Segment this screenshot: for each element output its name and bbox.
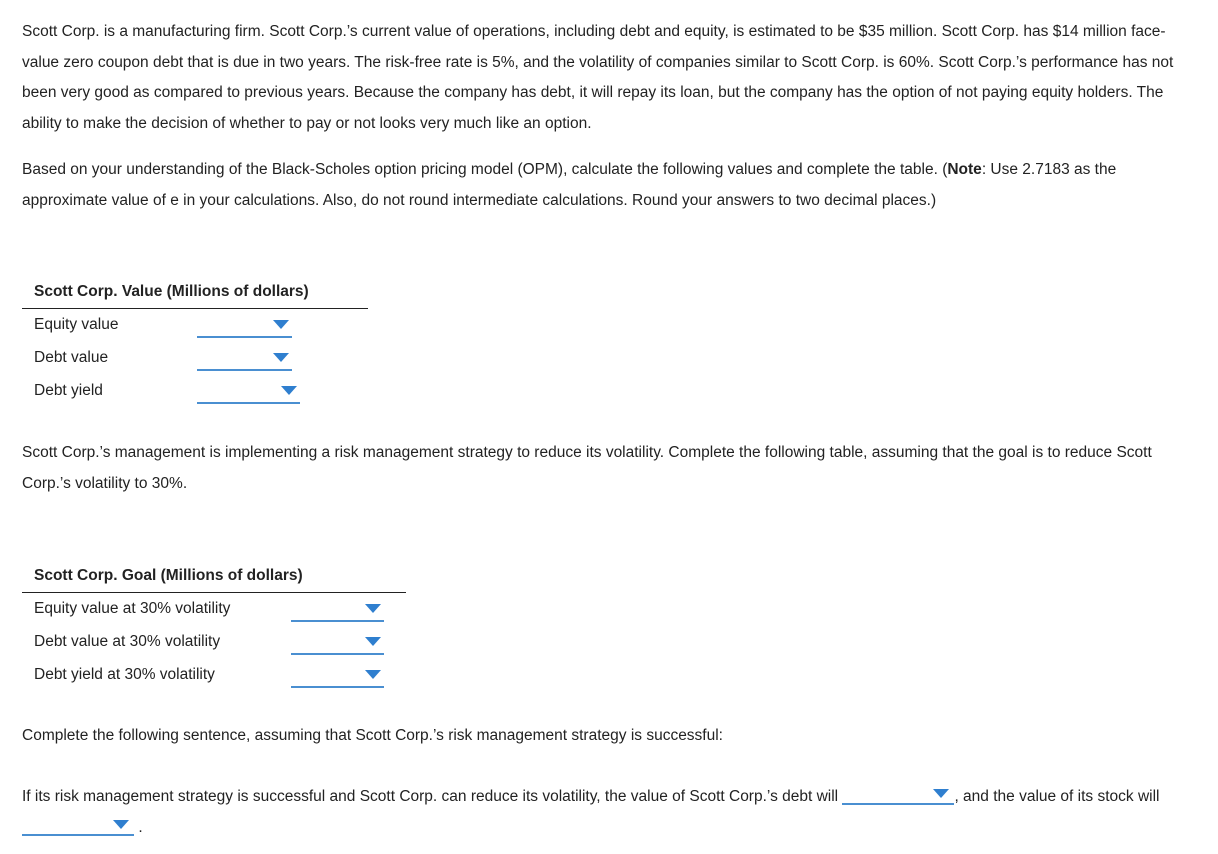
dropdown-arrow-icon: [113, 820, 129, 829]
dropdown-arrow-icon: [365, 637, 381, 646]
equity-value-label: Equity value: [34, 316, 119, 333]
stock-change-dropdown[interactable]: [22, 814, 134, 836]
debt-value-30-label: Debt value at 30% volatility: [34, 633, 221, 650]
debt-yield-30-dropdown[interactable]: [291, 664, 384, 688]
value-table: [22, 282, 368, 408]
equity-value-dropdown[interactable]: [197, 314, 292, 338]
instructions-text-1: Based on your understanding of the Black-Scholes option pricing model (OPM), calculate the following values and complete the table. (: [22, 161, 948, 178]
debt-yield-dropdown[interactable]: [197, 380, 300, 404]
debt-value-label: Debt value: [34, 349, 109, 366]
dropdown-arrow-icon: [365, 670, 381, 679]
table-row: [22, 342, 368, 375]
sentence-text-3: .: [138, 818, 143, 836]
table-row: [22, 659, 406, 692]
goal-table-title: Scott Corp. Goal (Millions of dollars): [22, 566, 406, 593]
dropdown-arrow-icon: [281, 386, 297, 395]
debt-value-30-dropdown[interactable]: [291, 631, 384, 655]
value-table-title: Scott Corp. Value (Millions of dollars): [22, 282, 368, 309]
note-label: Note: [947, 161, 982, 178]
table-row: [22, 626, 406, 659]
sentence-instructions: Complete the following sentence, assuming that Scott Corp.’s risk management strategy is successful:: [22, 727, 723, 744]
sentence-text-1: If its risk management strategy is successful and Scott Corp. can reduce its volatility, the value of Scott Corp.’s debt will: [22, 788, 839, 805]
sentence-text-2: , and the value of its stock will: [954, 788, 1160, 805]
debt-value-dropdown[interactable]: [197, 347, 292, 371]
equity-value-30-dropdown[interactable]: [291, 598, 384, 622]
equity-value-30-label: Equity value at 30% volatility: [34, 600, 231, 617]
risk-strategy-paragraph: Scott Corp.’s management is implementing a risk management strategy to reduce its volatility. Complete the following table, assuming that the goal is to reduce Scott Corp.’s volatility to 30%.: [22, 444, 1152, 492]
debt-change-dropdown[interactable]: [842, 783, 954, 805]
completion-sentence: [22, 782, 1202, 843]
table-row: [22, 593, 406, 626]
dropdown-arrow-icon: [933, 789, 949, 798]
instructions-text-2: : Use 2.7183 as the approximate value of e in your calculations. Also, do not round intermediate calculations. Round your answers to two decimal places.): [22, 161, 1117, 209]
instructions-paragraph: [22, 155, 1202, 216]
dropdown-arrow-icon: [273, 320, 289, 329]
dropdown-arrow-icon: [365, 604, 381, 613]
debt-yield-30-label: Debt yield at 30% volatility: [34, 666, 215, 683]
goal-table: [22, 566, 406, 692]
table-row: [22, 375, 368, 408]
table-row: [22, 309, 368, 342]
intro-paragraph: Scott Corp. is a manufacturing firm. Scott Corp.’s current value of operations, including debt and equity, is estimated to be $35 million. Scott Corp. has $14 million face-value zero coupon debt that is due in two years. The risk-free rate is 5%, and the volatility of companies similar to Scott Corp. is 60%. Scott Corp.’s performance has not been very good as compared to previous years. Because the company has debt, it will repay its loan, but the company has the option of not paying equity holders. The ability to make the decision of whether to pay or not looks very much like an option.: [22, 23, 1174, 132]
dropdown-arrow-icon: [273, 353, 289, 362]
debt-yield-label: Debt yield: [34, 382, 103, 399]
